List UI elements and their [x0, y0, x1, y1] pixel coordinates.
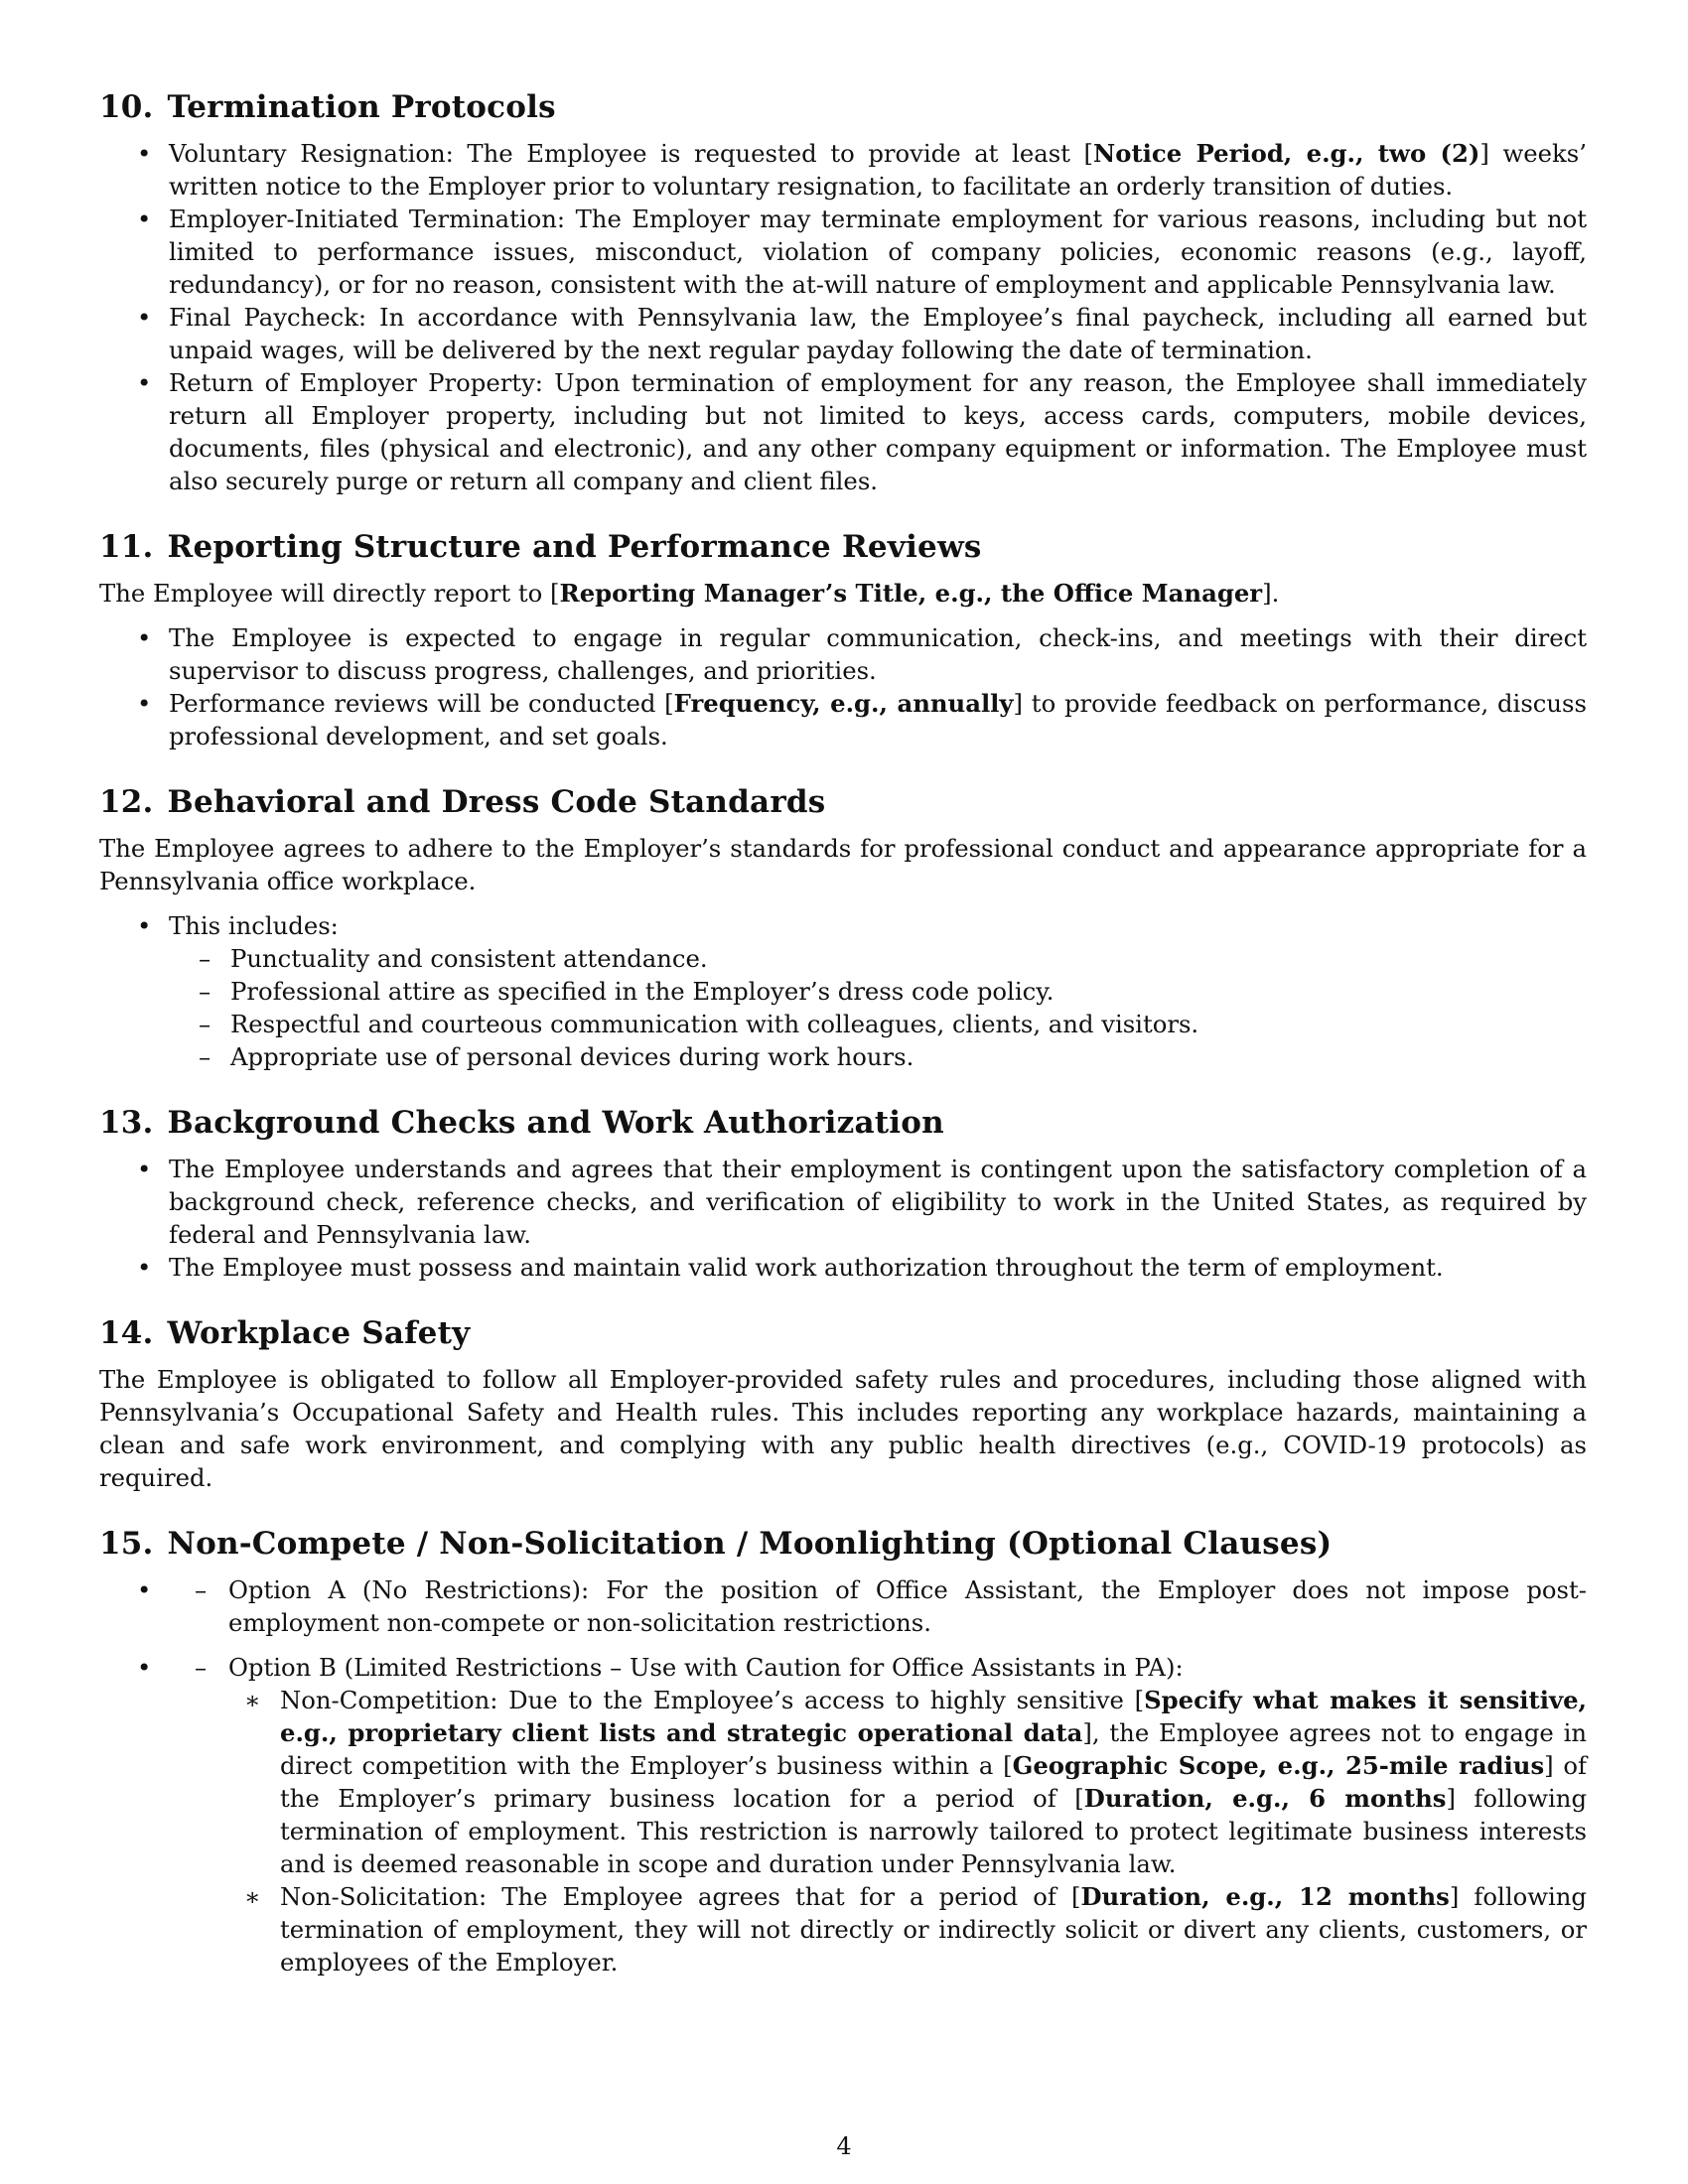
- sub-list: [169, 942, 1587, 1073]
- section-paragraph: [99, 577, 1587, 610]
- section-reporting-structure: [99, 527, 1587, 752]
- document-page: [99, 87, 1587, 2008]
- dash-icon: –: [199, 977, 211, 1006]
- bullet-list: [99, 137, 1587, 497]
- item-text: Professional attire as specified in the Employer’s dress code policy.: [230, 977, 1055, 1006]
- item-text: ] following termination of employment, they will not directly or indirectly solicit or divert any clients, customers, or employees of the Employer.: [280, 1882, 1587, 1977]
- item-text: The Employee understands and agrees that their employment is contingent upon the satisfactory completion of a background check, reference checks, and verification of eligibility to work in the United States, as required by federal and Pennsylvania law.: [169, 1155, 1587, 1249]
- placeholder-duration: Duration, e.g., 12 months: [1080, 1882, 1450, 1911]
- star-icon: ∗: [244, 1882, 261, 1911]
- list-item-final-paycheck: [99, 301, 1587, 366]
- list-item-voluntary-resignation: [99, 137, 1587, 203]
- bullet-icon: •: [137, 205, 152, 233]
- list-item-employer-termination: [99, 203, 1587, 301]
- bullet-icon: •: [137, 1253, 152, 1282]
- sub-list-item: [169, 975, 1587, 1008]
- section-number: 12.: [99, 784, 154, 820]
- section-heading: [99, 1524, 1587, 1564]
- item-text: Punctuality and consistent attendance.: [230, 944, 708, 973]
- non-competition-item: [228, 1684, 1587, 1880]
- item-text: ] weeks’ written notice to the Employer prior to voluntary resignation, to facilitate an orderly transition of duties.: [169, 139, 1587, 201]
- sub-list-item: [169, 1008, 1587, 1040]
- section-title: Workplace Safety: [167, 1315, 471, 1351]
- placeholder-duration: Duration, e.g., 6 months: [1083, 1784, 1447, 1813]
- item-text: Appropriate use of personal devices during work hours.: [230, 1042, 914, 1071]
- section-title: Background Checks and Work Authorization: [167, 1105, 944, 1141]
- item-text: ] to provide feedback on performance, discuss professional development, and set goals.: [169, 689, 1587, 751]
- item-text: The Employee must possess and maintain valid work authorization throughout the term of employment.: [169, 1253, 1444, 1282]
- placeholder-frequency: Frequency, e.g., annually: [673, 689, 1014, 718]
- section-title: Reporting Structure and Performance Reviews: [167, 529, 982, 565]
- list-item-background-check: [99, 1153, 1587, 1251]
- sub-list-item: [169, 1040, 1587, 1073]
- item-text: Option A (No Restrictions): For the position of Office Assistant, the Employer does not impose post-employment non-compete or non-solicitation restrictions.: [228, 1575, 1587, 1637]
- item-text: ] of the Employer’s primary business location for a period of [: [280, 1751, 1587, 1813]
- sub-list-item: [169, 942, 1587, 975]
- item-text: Employer-Initiated Termination: The Employer may terminate employment for various reasons, including but not limited to performance issues, misconduct, violation of company policies, economic reasons (e.g., layoff, redundancy), or for no reason, consistent with the at-will nature of employment and applicable Pennsylvania law.: [169, 205, 1587, 299]
- bullet-icon: •: [137, 1155, 152, 1183]
- non-solicitation-item: [228, 1880, 1587, 1979]
- option-a-item: [99, 1573, 1587, 1639]
- list-item-includes: [99, 909, 1587, 1073]
- bullet-icon: •: [137, 623, 152, 652]
- section-heading: [99, 782, 1587, 822]
- bullet-icon: •: [137, 303, 152, 332]
- bullet-list: [99, 621, 1587, 752]
- dash-icon: –: [195, 1653, 208, 1682]
- section-background-checks: [99, 1103, 1587, 1284]
- list-item-return-property: [99, 366, 1587, 497]
- item-text: Return of Employer Property: Upon termination of employment for any reason, the Employee shall immediately return all Employer property, including but not limited to keys, access cards, computers, mobile devices, documents, files (physical and electronic), and any other company equipment or information. The Employee must also securely purge or return all company and client files.: [169, 368, 1587, 495]
- paragraph-text: ].: [1262, 579, 1280, 608]
- section-title: Termination Protocols: [167, 89, 556, 125]
- item-text: Non-Solicitation: The Employee agrees that for a period of [: [280, 1882, 1081, 1911]
- section-heading: [99, 1103, 1587, 1143]
- section-paragraph: The Employee is obligated to follow all Employer-provided safety rules and procedures, including those aligned with Pennsylvania’s Occupational Safety and Health rules. This includes reporting any workplace hazards, maintaining a clean and safe work environment, and complying with any public health directives (e.g., COVID-19 protocols) as required.: [99, 1365, 1587, 1492]
- item-text: Voluntary Resignation: The Employee is requested to provide at least [: [169, 139, 1094, 168]
- section-workplace-safety: [99, 1313, 1587, 1494]
- section-heading: [99, 527, 1587, 567]
- page-number: 4: [836, 2132, 852, 2160]
- section-heading: [99, 87, 1587, 127]
- section-title: Behavioral and Dress Code Standards: [167, 784, 826, 820]
- section-number: 11.: [99, 529, 154, 565]
- item-text: Final Paycheck: In accordance with Pennsylvania law, the Employee’s final paycheck, including all earned but unpaid wages, will be delivered by the next regular payday following the date of termination.: [169, 303, 1587, 364]
- restrictions-list: [228, 1684, 1587, 1979]
- bullet-icon: •: [137, 368, 152, 397]
- dash-icon: –: [199, 944, 211, 973]
- section-non-compete: [99, 1524, 1587, 1979]
- bullet-list: [99, 1153, 1587, 1284]
- placeholder-notice-period: Notice Period, e.g., two (2): [1093, 139, 1480, 168]
- placeholder-geographic-scope: Geographic Scope, e.g., 25-mile radius: [1012, 1751, 1545, 1780]
- bullet-icon: •: [137, 911, 152, 940]
- section-title: Non-Compete / Non-Solicitation / Moonlighting (Optional Clauses): [167, 1526, 1333, 1562]
- item-text: Respectful and courteous communication with colleagues, clients, and visitors.: [230, 1010, 1199, 1038]
- dash-icon: –: [199, 1010, 211, 1038]
- section-heading: [99, 1313, 1587, 1353]
- option-b-item: [99, 1651, 1587, 1979]
- bullet-icon: •: [137, 139, 152, 168]
- list-item-work-authorization: [99, 1251, 1587, 1284]
- section-dress-code: [99, 782, 1587, 1073]
- dash-icon: –: [199, 1042, 211, 1071]
- placeholder-reporting-manager: Reporting Manager’s Title, e.g., the Office Manager: [559, 579, 1263, 608]
- list-item-communication: [99, 621, 1587, 687]
- bullet-icon: •: [137, 1575, 152, 1604]
- section-number: 15.: [99, 1526, 154, 1562]
- options-list: [99, 1573, 1587, 1979]
- section-paragraph: The Employee agrees to adhere to the Employer’s standards for professional conduct and appearance appropriate for a Pennsylvania office workplace.: [99, 834, 1587, 895]
- item-text: ] following termination of employment. This restriction is narrowly tailored to protect legitimate business interests and is deemed reasonable in scope and duration under Pennsylvania law.: [280, 1784, 1587, 1878]
- item-text: Option B (Limited Restrictions – Use with Caution for Office Assistants in PA):: [228, 1653, 1184, 1682]
- item-text: The Employee is expected to engage in regular communication, check-ins, and meetings with their direct supervisor to discuss progress, challenges, and priorities.: [169, 623, 1587, 685]
- section-number: 13.: [99, 1105, 154, 1141]
- item-text: Performance reviews will be conducted [: [169, 689, 674, 718]
- paragraph-text: The Employee will directly report to [: [99, 579, 560, 608]
- item-text: This includes:: [169, 911, 339, 940]
- placeholder-sensitive: Specify what makes it sensitive, e.g., proprietary client lists and strategic operational data: [280, 1686, 1588, 1747]
- section-number: 10.: [99, 89, 154, 125]
- dash-icon: –: [195, 1575, 208, 1604]
- star-icon: ∗: [244, 1686, 261, 1714]
- item-text: Non-Competition: Due to the Employee’s access to highly sensitive [: [280, 1686, 1145, 1714]
- bullet-list: [99, 909, 1587, 1073]
- section-termination-protocols: [99, 87, 1587, 497]
- bullet-icon: •: [137, 689, 152, 718]
- item-text: ], the Employee agrees not to engage in direct competition with the Employer’s business within a [: [280, 1718, 1588, 1780]
- bullet-icon: •: [137, 1653, 152, 1682]
- list-item-performance-reviews: [99, 687, 1587, 752]
- section-number: 14.: [99, 1315, 154, 1351]
